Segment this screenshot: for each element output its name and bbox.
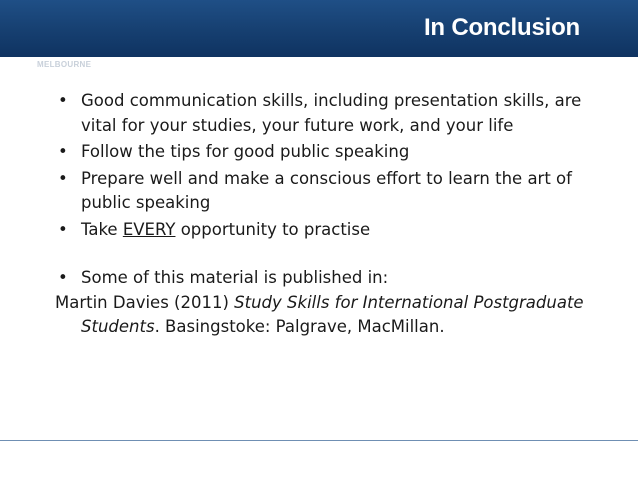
bullet-list [55, 89, 615, 242]
bullet-text-post: opportunity to practise [175, 219, 371, 239]
spacer [55, 242, 615, 266]
slide-content [55, 89, 615, 340]
citation [0, 291, 615, 340]
source-list [55, 266, 615, 291]
logo-wordmark: MELBOURNE [37, 60, 92, 69]
list-item [55, 140, 615, 165]
bullet-text: Good communication skills, including presentation skills, are vital for your studies, your future work, and your life [81, 91, 582, 135]
footer-divider [0, 440, 638, 441]
bullet-text: Follow the tips for good public speaking [81, 142, 410, 161]
citation-publisher: . Basingstoke: Palgrave, MacMillan. [154, 317, 445, 336]
bullet-text: Prepare well and make a conscious effort to learn the art of public speaking [81, 168, 572, 212]
list-item [55, 266, 615, 291]
emphasis-text: EVERY [122, 219, 176, 239]
bullet-icon: • [58, 168, 68, 188]
list-item [55, 167, 615, 216]
bullet-icon: • [58, 142, 68, 161]
slide-title: In Conclusion [423, 14, 580, 41]
bullet-icon: • [58, 268, 68, 287]
list-item [55, 89, 615, 138]
citation-book-title: Study Skills for International Postgraduate Students [81, 292, 584, 336]
bullet-text-pre: Take [81, 219, 123, 239]
header-bar [0, 0, 638, 57]
bullet-icon: • [58, 219, 68, 239]
bullet-icon: • [58, 91, 68, 110]
citation-author: Martin Davies (2011) [55, 292, 235, 312]
list-item [55, 218, 615, 243]
bullet-text [81, 220, 370, 239]
source-intro: Some of this material is published in: [81, 268, 389, 287]
